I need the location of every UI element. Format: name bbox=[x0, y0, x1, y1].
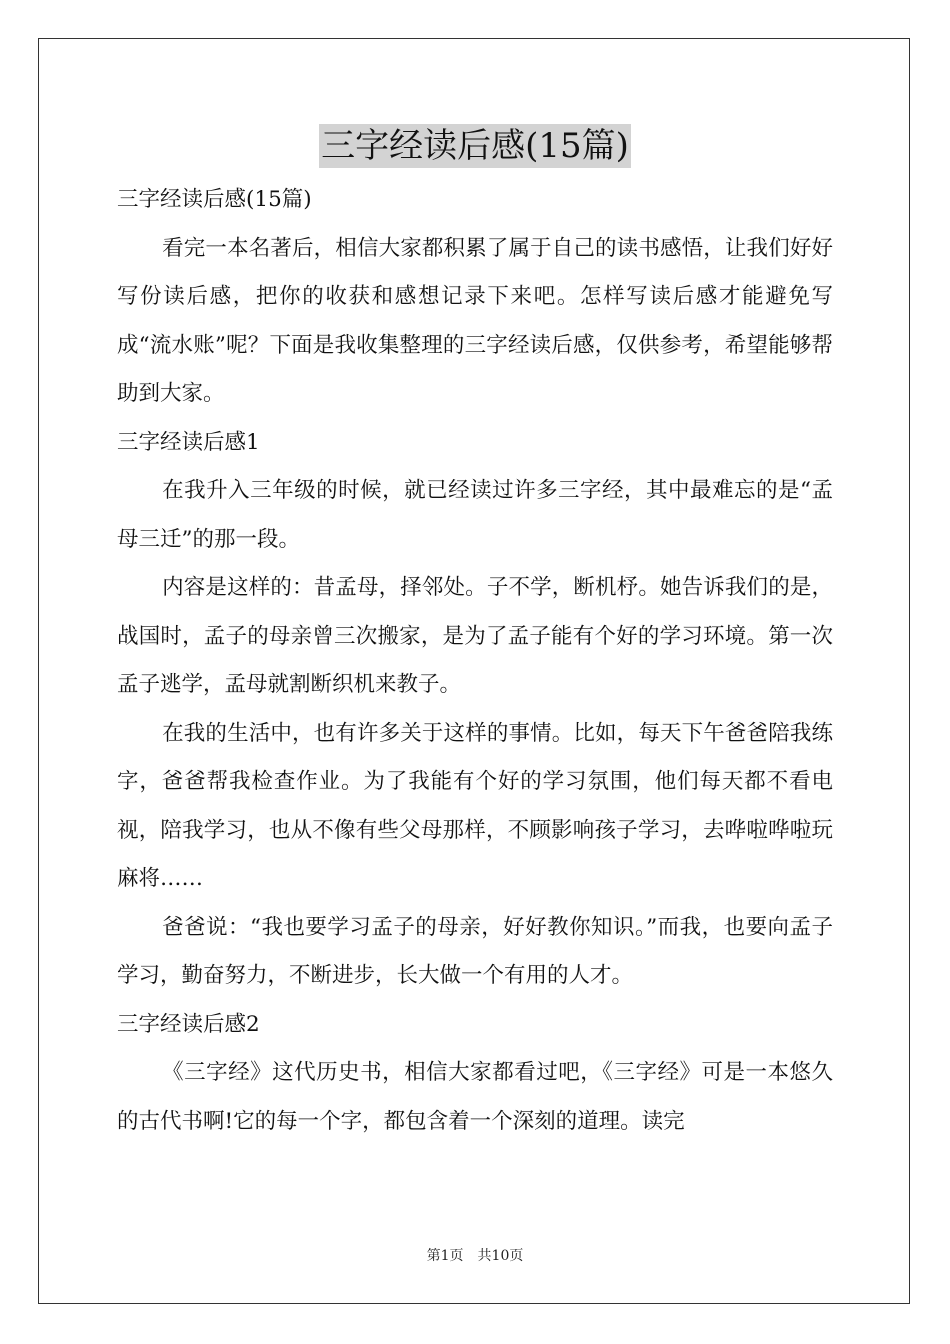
body-paragraph: 看完一本名著后，相信大家都积累了属于自己的读书感悟，让我们好好写份读后感，把你的收获和感想记录下来吧。怎样写读后感才能避免写成“流水账”呢？下面是我收集整理的三字经读后感，仅供参考，希望能够帮助到大家。 bbox=[117, 235, 833, 406]
section-heading: 三字经读后感(15篇) bbox=[117, 187, 312, 212]
page-number: 第1页 bbox=[426, 1248, 464, 1264]
document-body bbox=[117, 176, 833, 1146]
total-pages: 共10页 bbox=[477, 1248, 524, 1264]
body-paragraph: 爸爸说：“我也要学习孟子的母亲，好好教你知识。”而我，也要向孟子学习，勤奋努力，不断进步，长大做一个有用的人才。 bbox=[117, 914, 833, 988]
page-footer bbox=[0, 1246, 950, 1266]
body-paragraph: 《三字经》这代历史书，相信大家都看过吧，《三字经》可是一本悠久的古代书啊!它的每一个字，都包含着一个深刻的道理。读完 bbox=[117, 1060, 833, 1134]
section-heading: 三字经读后感2 bbox=[117, 1011, 260, 1037]
body-paragraph: 在我的生活中，也有许多关于这样的事情。比如，每天下午爸爸陪我练字，爸爸帮我检查作业。为了我能有个好的学习氛围，他们每天都不看电视，陪我学习，也从不像有些父母那样，不顾影响孩子学习，去哗啦哗啦玩麻将…… bbox=[117, 720, 833, 891]
body-paragraph: 内容是这样的：昔孟母，择邻处。子不学，断机杼。她告诉我们的是，战国时，孟子的母亲曾三次搬家，是为了孟子能有个好的学习环境。第一次孟子逃学，孟母就割断织机来教子。 bbox=[117, 575, 833, 697]
section-heading: 三字经读后感1 bbox=[117, 429, 260, 455]
title-container bbox=[0, 124, 950, 168]
document-title: 三字经读后感(15篇) bbox=[321, 126, 629, 166]
body-paragraph: 在我升入三年级的时候，就已经读过许多三字经，其中最难忘的是“孟母三迁”的那一段。 bbox=[117, 478, 833, 552]
